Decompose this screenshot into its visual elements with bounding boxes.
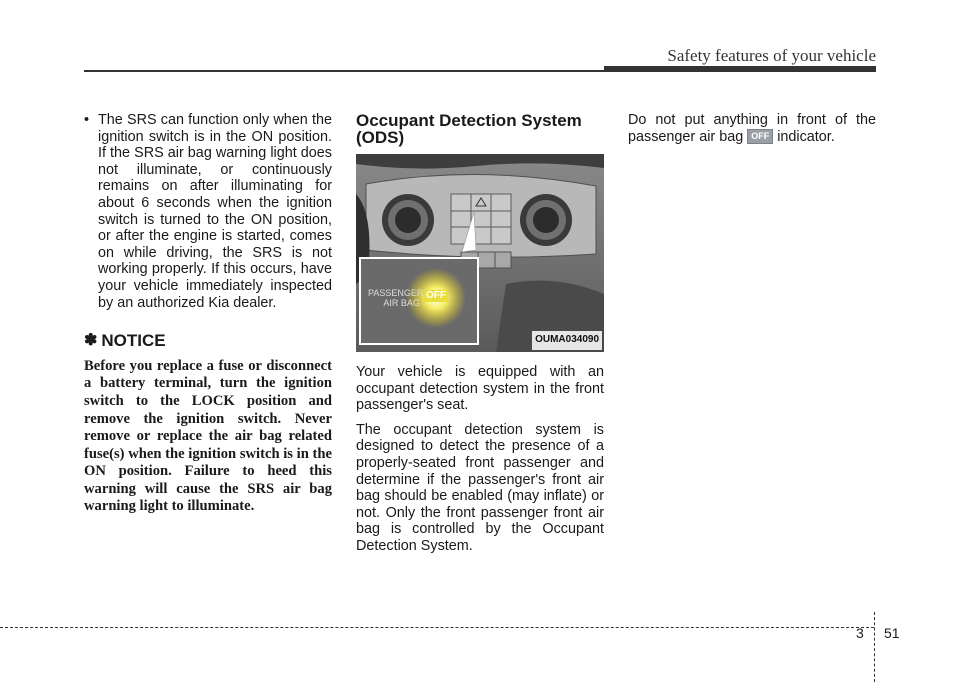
paragraph [628, 112, 876, 145]
bullet-icon: • [84, 112, 90, 128]
inset-label-line2: AIR BAG [383, 298, 420, 308]
paragraph: The occupant detection system is designed to detect the presence of a properly-seated front passenger and determine if the passenger's front air bag should be enabled (may inflate) or not. Only the front passenger front air bag is controlled by the Occupant Detection System. [356, 421, 604, 554]
section-heading: Occupant Detection System (ODS) [356, 111, 582, 147]
header-rule [84, 70, 604, 72]
notice-text: Before you replace a fuse or disconnect a battery terminal, turn the ignition switch to the LOCK position and remove the ignition switch. Never remove or replace the air bag related fuse(s) when the ignition switch is in the ON position. Failure to heed this warning will cause the SRS air bag warning light to illuminate. [84, 357, 332, 515]
header-bar [604, 66, 876, 72]
paragraph: Your vehicle is equipped with an occupant detection system in the front passenger's seat. [356, 364, 604, 414]
figure-caption: OUMA034090 [532, 331, 602, 350]
notice-heading [84, 333, 332, 350]
bullet-text: The SRS can function only when the ignition switch is in the ON position. If the SRS air bag warning light does not illuminate, or continuously remains on after illuminating for about 6 seconds when the ignition switch is turned to the ON position, or after the engine is started, comes on while driving, the SRS is not working properly. If this occurs, have your vehicle immediately inspected by an authorized Kia dealer. [98, 112, 332, 311]
footer-divider [874, 612, 875, 682]
notice-title: NOTICE [101, 331, 166, 351]
footer-rule [0, 627, 874, 628]
header-title: Safety features of your vehicle [667, 46, 876, 65]
dashboard-illustration [356, 154, 604, 352]
page-number: 51 [884, 625, 900, 641]
inset-label [368, 288, 423, 308]
paragraph-text: Do not put anything in front of the passenger air bag [628, 112, 876, 145]
off-indicator-icon: OFF [747, 129, 773, 144]
inset-label-line1: PASSENGER [368, 288, 424, 298]
ods-figure [356, 154, 604, 352]
column-3 [628, 112, 876, 145]
bullet-item [84, 112, 332, 311]
inset-off-badge: OFF [426, 290, 446, 301]
chapter-number: 3 [856, 625, 864, 641]
paragraph-text: indicator. [777, 128, 835, 145]
notice-star-icon: ✽ [84, 332, 98, 350]
column-1 [84, 112, 332, 516]
column-2 [356, 112, 604, 555]
